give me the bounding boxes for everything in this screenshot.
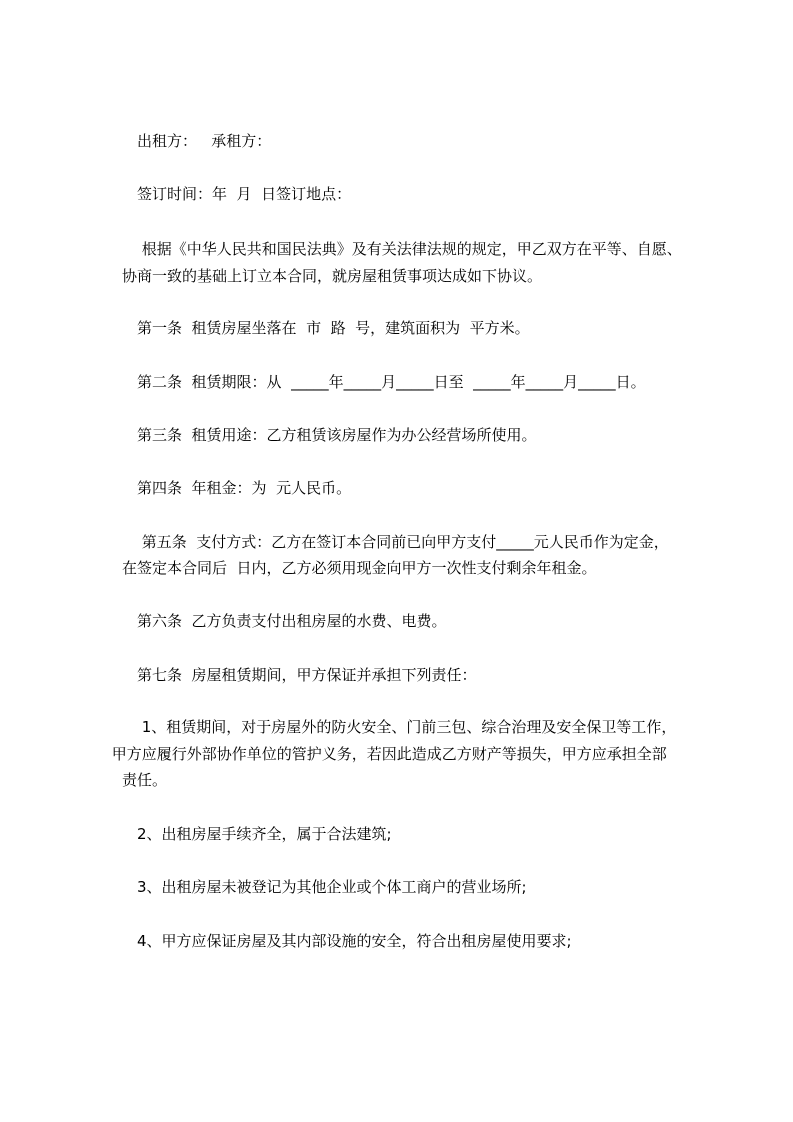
clause-1-line-3: 责任。 xyxy=(122,771,168,789)
clause-2: 2、出租房屋手续齐全，属于合法建筑; xyxy=(137,825,392,843)
article-2: 第二条 租赁期限：从 _____年_____月_____日至 _____年_____月_____日。 xyxy=(137,373,646,391)
article-1: 第一条 租赁房屋坐落在 市 路 号，建筑面积为 平方米。 xyxy=(137,319,530,337)
article-5-line-1: 第五条 支付方式：乙方在签订本合同前已向甲方支付_____元人民币作为定金， xyxy=(137,533,669,551)
clause-1-line-2: 甲方应履行外部协作单位的管护义务，若因此造成乙方财产等损失，甲方应承担全部 xyxy=(107,745,667,763)
article-6: 第六条 乙方负责支付出租房屋的水费、电费。 xyxy=(137,612,447,630)
signing-time-line: 签订时间：年 月 日签订地点： xyxy=(137,185,352,203)
article-5-line-2: 在签定本合同后 日内，乙方必须用现金向甲方一次性支付剩余年租金。 xyxy=(122,559,597,577)
article-3: 第三条 租赁用途：乙方租赁该房屋作为办公经营场所使用。 xyxy=(137,426,537,444)
party-line: 出租方： 承租方： xyxy=(137,132,272,150)
article-7: 第七条 房屋租赁期间，甲方保证并承担下列责任： xyxy=(137,666,477,684)
preamble-line-1: 根据《中华人民共和国民法典》及有关法律法规的规定，甲乙双方在平等、自愿、 xyxy=(137,240,682,258)
preamble-line-2: 协商一致的基础上订立本合同，就房屋租赁事项达成如下协议。 xyxy=(122,267,543,285)
clause-1-line-1: 1、租赁期间，对于房屋外的防火安全、门前三包、综合治理及安全保卫等工作， xyxy=(137,718,677,736)
clause-3: 3、出租房屋未被登记为其他企业或个体工商户的营业场所; xyxy=(137,878,527,896)
clause-4: 4、甲方应保证房屋及其内部设施的安全，符合出租房屋使用要求; xyxy=(137,932,572,950)
article-4: 第四条 年租金：为 元人民币。 xyxy=(137,479,352,497)
